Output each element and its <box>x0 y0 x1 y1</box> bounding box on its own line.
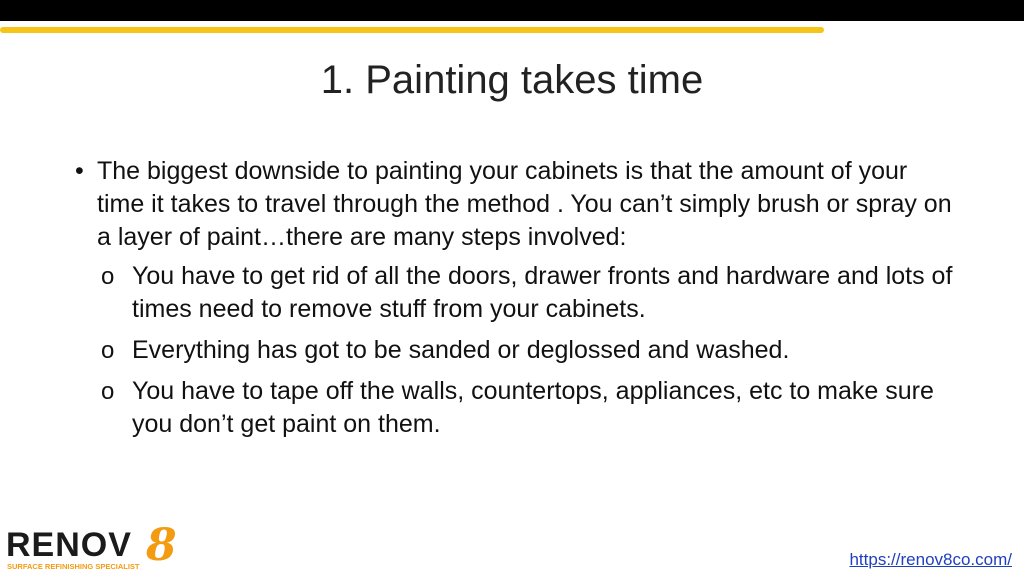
logo-numeral: 8 <box>146 522 177 571</box>
bullet-marker: • <box>75 157 84 185</box>
logo-wordmark: RENOV <box>6 526 132 564</box>
top-bar <box>0 0 1024 21</box>
slide-body <box>75 155 955 441</box>
sub-bullet <box>75 260 955 326</box>
accent-line <box>0 27 824 33</box>
main-bullet <box>75 155 955 254</box>
sub-bullet-marker: o <box>101 263 115 290</box>
sub-bullet <box>75 375 955 441</box>
sub-bullet-text: You have to get rid of all the doors, drawer fronts and hardware and lots of times need to remove stuff from your cabinets. <box>132 262 953 323</box>
slide-title: 1. Painting takes time <box>320 58 704 102</box>
website-link[interactable]: https://renov8co.com/ <box>849 550 1012 569</box>
sub-bullet <box>75 334 955 367</box>
sub-bullet-text: Everything has got to be sanded or deglossed and washed. <box>132 336 790 364</box>
sub-bullet-marker: o <box>101 337 115 364</box>
renov8-logo <box>6 522 186 574</box>
logo-graphic <box>6 522 186 574</box>
sub-bullet-marker: o <box>101 378 115 405</box>
sub-bullet-text: You have to tape off the walls, countertops, appliances, etc to make sure you don’t get paint on them. <box>132 377 934 438</box>
logo-tagline: SURFACE REFINISHING SPECIALIST <box>7 562 140 571</box>
main-bullet-text: The biggest downside to painting your cabinets is that the amount of your time it takes to travel through the method . You can’t simply brush or spray on a layer of paint…there are many steps involved: <box>97 157 952 251</box>
